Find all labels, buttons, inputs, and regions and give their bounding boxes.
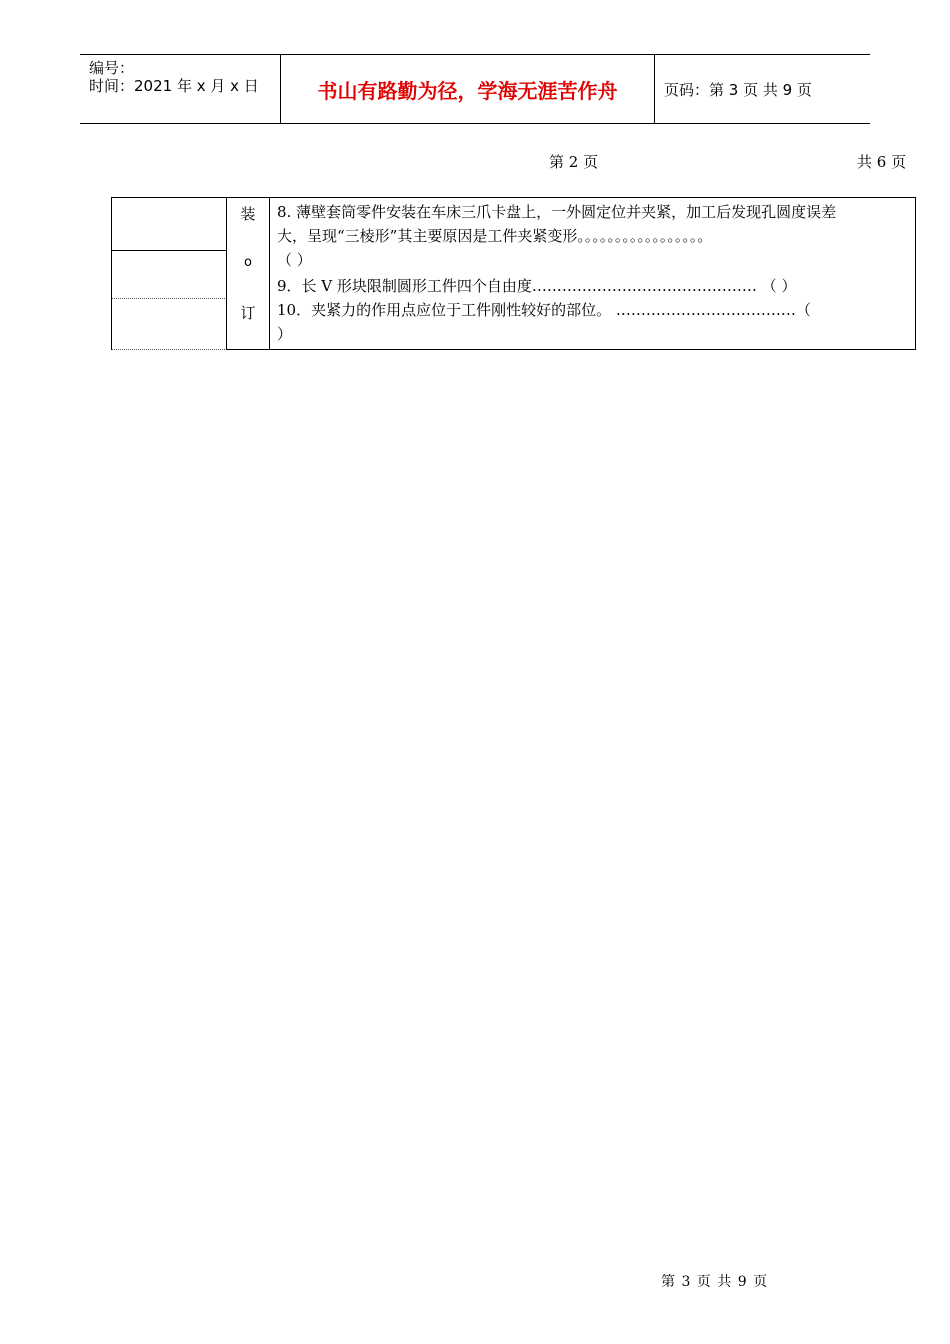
binding-char: 订: [240, 304, 256, 322]
question-8-line: 大，呈现“三棱形”其主要原因是工件夹紧变形。。。。。。。。。。。。。。。。。: [277, 227, 713, 245]
question-table: [111, 197, 916, 349]
document-header: [80, 54, 870, 124]
question-10-line: 10．夹紧力的作用点应位于工件刚性较好的部位。 ………………………………（: [277, 301, 811, 319]
score-cell: [112, 299, 227, 350]
page-total: 共 6 页: [857, 153, 907, 171]
binding-char: o: [244, 255, 252, 270]
score-cell: [112, 250, 227, 299]
question-8-line: 8. 薄壁套筒零件安装在车床三爪卡盘上，一外圆定位并夹紧，加工后发现孔圆度误差: [277, 203, 837, 221]
header-page-code: 页码：第 3 页 共 9 页: [664, 80, 812, 99]
answer-blank: ）: [277, 325, 293, 343]
header-motto: 书山有路勤为径，学海无涯苦作舟: [281, 55, 655, 123]
page-current: 第 2 页: [549, 153, 599, 171]
score-cell: [112, 198, 227, 251]
question-9: 9．长 V 形块限制圆形工件四个自由度……………………………………… （ ）: [277, 277, 797, 295]
score-column: [111, 197, 227, 350]
footer-page-info: 第 3 页 共 9 页: [661, 1274, 769, 1290]
number-label: 编号：: [89, 59, 135, 77]
questions-cell: [269, 197, 916, 350]
header-meta: [80, 55, 281, 123]
binding-char: 装: [240, 205, 256, 223]
time-label: 时间：2021 年 x 月 x 日: [89, 77, 259, 95]
binding-column: [226, 197, 270, 350]
answer-blank: （ ）: [277, 251, 312, 269]
